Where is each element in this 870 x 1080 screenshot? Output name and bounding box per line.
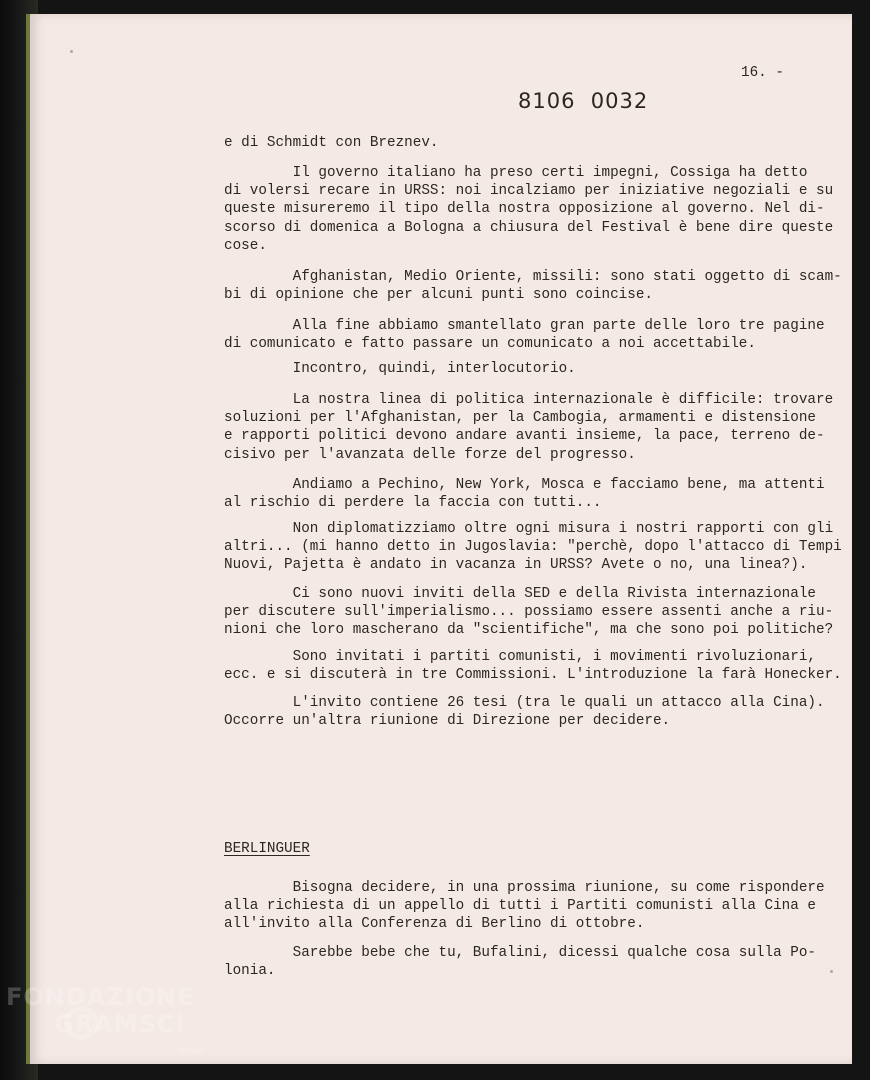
paragraph-9: Ci sono nuovi inviti della SED e della Rivista internazionale per discutere sull'imperialismo... possiamo essere assenti anche a riu- nioni che loro mascherano da "scientifiche", ma che sono poi politiche? — [224, 586, 834, 639]
paragraph-10: Sono invitati i partiti comunisti, i movimenti rivoluzionari, ecc. e si discuterà in tre Commissioni. L'introduzione la farà Honecker. — [224, 649, 842, 684]
watermark-suffix: onlus — [178, 1045, 205, 1056]
paragraph-2: Il governo italiano ha preso certi impegni, Cossiga ha detto di volersi recare in URSS: noi incalziamo per iniziative negoziali e su queste misureremo il tipo della nostra opposizione al governo. Nel di- scorso di domenica a Bologna a chiusura del Festival è bene dire queste cose. — [224, 165, 834, 254]
page-number: 16. - — [741, 65, 784, 81]
speaker-paragraph-1: Bisogna decidere, in una prossima riunione, su come rispondere alla richiesta di un appello di tutti i Partiti comunisti alla Cina e all'invito alla Conferenza di Berlino di ottobre. — [224, 880, 825, 933]
paragraph-6: La nostra linea di politica internazionale è difficile: trovare soluzioni per l'Afghanistan, per la Cambogia, armamenti e distensione e rapporti politici devono andare avanti insieme, la pace, terreno de- cisivo per l'avanzata delle forze del progresso. — [224, 392, 834, 463]
speaker-heading: BERLINGUER — [224, 841, 310, 857]
paragraph-1: e di Schmidt con Breznev. — [224, 135, 439, 151]
watermark-line-2: GRAMSCI — [54, 1010, 186, 1038]
paragraph-7: Andiamo a Pechino, New York, Mosca e facciamo bene, ma attenti al rischio di perdere la faccia con tutti... — [224, 477, 825, 512]
archive-code-stamp: 8106 0032 — [518, 89, 649, 113]
paragraph-11: L'invito contiene 26 tesi (tra le quali un attacco alla Cina). Occorre un'altra riunione di Direzione per decidere. — [224, 695, 825, 730]
document-page — [26, 14, 852, 1064]
paper-speck — [70, 50, 73, 53]
paragraph-4: Alla fine abbiamo smantellato gran parte delle loro tre pagine di comunicato e fatto passare un comunicato a noi accettabile. — [224, 318, 825, 353]
paper-speck — [830, 970, 833, 973]
paragraph-5: Incontro, quindi, interlocutorio. — [224, 361, 576, 377]
paragraph-3: Afghanistan, Medio Oriente, missili: sono stati oggetto di scam- bi di opinione che per alcuni punti sono coincise. — [224, 269, 842, 304]
watermark-g-icon — [64, 1006, 98, 1040]
fondazione-gramsci-watermark — [6, 984, 205, 1057]
paragraph-8: Non diplomatizziamo oltre ogni misura i nostri rapporti con gli altri... (mi hanno detto in Jugoslavia: "perchè, dopo l'attacco di Tempi Nuovi, Pajetta è andato in vacanza in URSS? Avete o no, una linea?). — [224, 521, 842, 574]
speaker-paragraph-2: Sarebbe bebe che tu, Bufalini, dicessi qualche cosa sulla Po- lonia. — [224, 945, 816, 980]
watermark-line-1: FONDAZIONE — [6, 983, 195, 1011]
